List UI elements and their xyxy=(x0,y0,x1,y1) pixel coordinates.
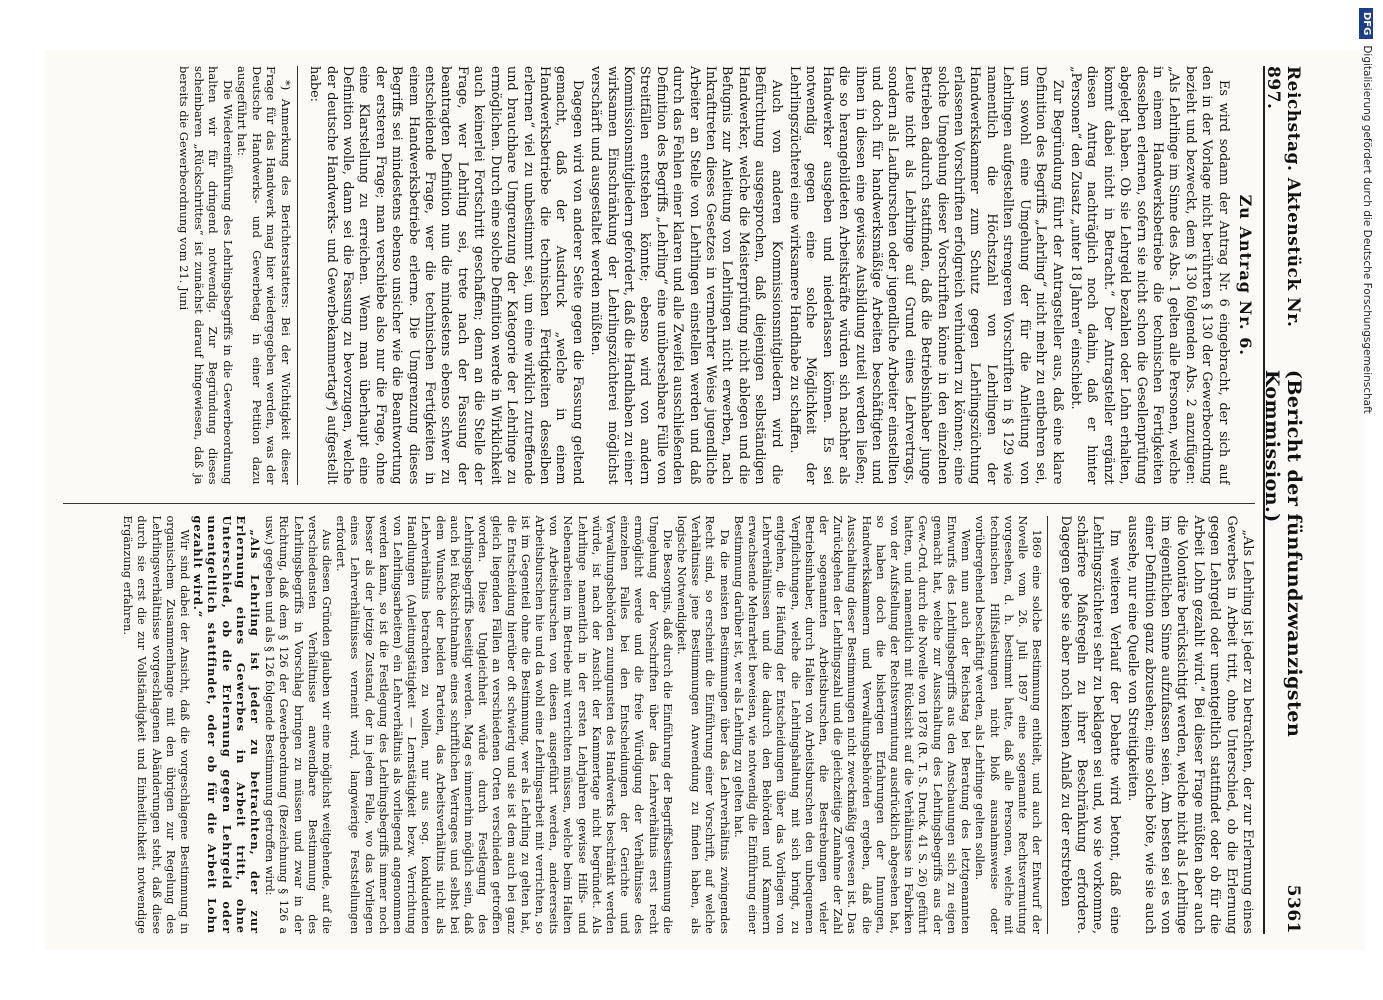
footnote-paragraph: *) Anmerkung des Berichterstatters: Bei der Wichtigkeit dieser Frage für das Handwerk mag hier wiedergegeben werden, was der Deutsche Handwerks- und Gewerbetag in einer Petition dazu ausgeführt hat: xyxy=(235,66,293,485)
digitization-credit xyxy=(1352,8,1382,992)
right-column xyxy=(63,503,1255,935)
section-heading: Zu Antrag Nr. 6. xyxy=(1236,194,1255,356)
paragraph: Auch von anderen Kommissionsmitgliedern wird die Befürchtung ausgesprochen, daß diejenigen selbständigen Handwerker, welche die Meisterprüfung nicht ablegen und die Befugnis zur Anleitung von Lehrlingen nicht erwerben, nach Inkrafttreten dieses Gesetzes in vermehrter Weise jugendliche Arbeiter an Stelle von Lehrlingen einstellen werden und daß durch das Fehlen einer klaren und alle Zweifel ausschließenden Definition des Begriffs „Lehrling“ eine unübersehbare Fülle von Streitfällen entstehen könnte; ebenso wird von andern Kommissionsmitgliedern gefordert, daß die Handhaben zu einer wirksamen Einschränkung der Lehrlingszüchterei möglichst verschärft und ausgestaltet werden müßten. xyxy=(588,66,784,485)
definition-quote: „Als Lehrling ist jeder zu betrachten, der zur Erlernung eines Gewerbes in Arbeit tritt, ohne Unterschied, ob die Erlernung gegen Lehrgeld oder unentgeltlich stattfindet, oder ob für die Arbeit Lohn gezahlt wird.“ xyxy=(191,515,262,934)
footnote-paragraph: 1869 eine solche Bestimmung enthielt, und auch der Entwurf der Novelle vom 26. Juli 1897 eine sogenannte Rechtsvermutung vorgesehen, d. h. bestimmt hatte, daß alle Personen, welche mit technischen Hilfsleistungen nicht bloß ausnahmsweise oder vorübergehend beschäftigt werden, als Lehrlinge gelten sollen. xyxy=(973,515,1044,934)
page-header xyxy=(1263,66,1305,934)
scanned-page xyxy=(45,50,1365,950)
footnote-paragraph: Die Wiedereinführung des Lehrlingsbegriffs in die Gewerbeordnung halten wir für dringend notwendig. Zur Begründung dieses scheinbaren „Rückschrittes“ ist zunächst darauf hingewiesen, daß ja bereits die Gewerbeordnung vom 21. Juni xyxy=(177,66,235,485)
footnote-continuation xyxy=(120,516,1048,935)
left-column xyxy=(63,66,1255,485)
paragraph: Zur Begründung führt der Antragsteller aus, daß eine klare Definition des Begriffs „Lehrling“ nicht mehr zu entbehren sei, um sowohl eine Umgehung der für die Anleitung von Lehrlingen aufgestellten strengeren Vorschriften in § 129 wie namentlich die Höchstzahl von Lehrlingen der Handwerkskammer zum Schutz gegen Lehrlingszüchtung erlassenen Vorschriften erfolgreich verhindern zu können; eine solche Umgehung dieser Vorschriften könne in den einzelnen Betrieben dadurch stattfinden, daß die Betriebsinhaber junge Leute nicht als Lehrlinge auf Grund eines Lehrvertrags, sondern als Laufburschen oder jugendliche Arbeiter einstellten und doch für handwerksmäßige Arbeiten beschäftigten und ihnen in diesen eine gewisse Ausbildung zuteil werden ließen; die so herangebildeten Arbeitskräfte würden sich nachher als Handwerker ausgeben und niederlassen können. Es sei notwendig gegen eine solche Möglichkeit der Lehrlingszüchterei eine wirksamere Handhabe zu schaffen. xyxy=(787,66,1065,485)
paragraph: Dagegen wird von anderer Seite gegen die Fassung geltend gemacht, daß der Ausdruck „welche in einem Handwerksbetriebe die technischen Fertigkeiten desselben erlernen“ viel zu unbestimmt sei, um eine wirklich zutreffende und brauchbare Umgrenzung der Kategorie der Lehrlinge zu ermöglichen. Durch eine solche Definition werde in Wirklichkeit auch keinerlei Fortschritt geschaffen; denn an die Stelle der Frage, wer Lehrling sei, trete nach der Fassung der beantragten Definition nun die mindestens ebenso schwer zu entscheidende Frage, wer die technischen Fertigkeiten in einem Handwerksbetriebe erlerne. Die Umgrenzung dieses Begriffs sei mindestens ebenso unsicher wie die Beantwortung der ersteren Frage; man verschiebe also nur die Frage, ohne eine Klarstellung zu erreichen. Wenn man überhaupt eine Definition wolle, dann sei die Fassung zu bevorzugen, welche der deutsche Handwerks- und Gewerbekammertag*) aufgestellt habe: xyxy=(307,66,585,485)
page-number: 5361 xyxy=(1283,884,1303,934)
dfg-logo: DFG xyxy=(1359,8,1373,39)
paragraph: „Als Lehrling ist jeder zu betrachten, der zur Erlernung eines Gewerbes in Arbeit tritt, ohne Unterschied, ob die Erlernung gegen Lehrgeld oder unentgeltlich stattfindet oder ob für die Arbeit Lohn gezahlt wird.“ Bei dieser Frage müßten aber auch die Volontäre berücksichtigt werden, welche nicht als Lehrlinge im eigentlichen Sinne aufzufassen seien. Am besten sei es von einer Definition ganz abzusehen; eine solche böte, wie sie auch aussehe, nur eine Quelle von Streitigkeiten. xyxy=(1125,515,1255,934)
page-content xyxy=(45,50,1305,950)
header-title: (Bericht der fünfundzwanzigsten Kommission.) xyxy=(1261,369,1305,738)
paragraph: Es wird sodann der Antrag Nr. 6 eingebracht, der sich auf den in der Vorlage nicht berührten § 130 der Gewerbeordnung bezieht und bezweckt, dem § 130 folgenden Abs. 2 anzufügen: „Als Lehrlinge im Sinne des Abs. 1 gelten alle Personen, welche in einem Handwerksbetriebe die technischen Fertigkeiten desselben erlernen, sofern sie nicht schon die Gesellenprüfung abgelegt haben. Ob sie Lehrgeld bezahlen oder Lohn erhalten, kommt dabei nicht in Betracht.“ Der Antragsteller ergänzt diesen Antrag nachträglich noch dahin, daß er hinter „Personen“ den Zusatz „unter 18 Jahren“ einschiebt. xyxy=(1067,66,1231,485)
footnote-paragraph: Wenn nun auch der Reichstag bei Beratung des letztgenannten Entwurfs des Lehrlingsbegriffs aus den Anschauungen sich zu eigen gemacht hat, welche zur Ausschaltung des Lehrlingsbegriffs aus der Gew.-Ord. durch die Novelle von 1878 (R. T. S. Druck. 41 S. 26) geführt hatten, und namentlich mit Rücksicht auf die Verhältnisse in Fabriken von der Aufstellung der Rechtsvermutung ausdrücklich abgesehen hat, so haben doch die bisherigen Erfahrungen der Innungen, Handwerkskammern und Verwaltungsbehörden ergeben, daß die Ausschaltung dieser Bestimmungen nicht zweckmäßig gewesen ist. Das Zurückgehen der Lehrlingszahl und die gleichzeitige Zunahme der Zahl der sogenannten Arbeitsburschen, die Bestrebungen vieler Betriebsinhaber, durch Halten von Arbeitsburschen den unbequemen Verpflichtungen, welche die Lehrlingshaltung mit sich bringt, zu entgehen, die Häufung der Entscheidungen über das Vorliegen von Lehrverhältnissen und die dadurch den Behörden und Kammern erwachsende Mehrarbeit beweisen, wie notwendig die Einführung einer Bestimmung darüber ist, wer als Lehrling zu gelten hat. xyxy=(731,515,973,934)
footnote xyxy=(177,66,298,485)
footnote-paragraph: Da die meisten Bestimmungen über das Lehrverhältnis zwingendes Recht sind, so erscheint die Einführung einer Vorschrift, auf welche Verhältnisse jene Bestimmungen Anwendung zu finden haben, als logische Notwendigkeit. xyxy=(675,515,731,934)
footnote-paragraph: Aus diesen Gründen glauben wir eine möglichst weitgehende, auf die verschiedensten Verhältnisse anwendbare Bestimmung des Lehrlingsbegriffs in Vorschlag bringen zu müssen und zwar in der Richtung, daß dem § 126 der Gewerbeordnung (Bezeichnung § 126 a usw.) gegeben und als § 126 folgende Bestimmung getroffen wird: xyxy=(263,515,333,934)
closing-paragraph: Wir sind dabei der Ansicht, daß die vorgeschlagene Bestimmung in organischem Zusammenhange mit den übrigen zur Regelung des Lehrlingsverhältnisse vorgeschlagenen Abänderungen steht, daß diese durch sie erst die zur Vollständigkeit und Einheitlichkeit notwendige Ergänzung erfahren. xyxy=(121,515,191,934)
header-left: Reichstag. Aktenstück Nr. 897. xyxy=(1263,66,1303,328)
text-columns xyxy=(63,60,1263,940)
paragraph: Im weiteren Verlauf der Debatte wird betont, daß eine Lehrlingszüchterei sehr zu beklagen sei und, wo sie vorkomme, schärfere Maßregeln zu ihrer Beschränkung erfordere. Dagegen gebe sie aber noch keinen Anlaß zu der erstrebten xyxy=(1057,515,1122,934)
footnote-paragraph: Die Besorgnis, daß durch die Einführung der Begriffsbestimmung die Umgehung der Vorschriften über das Lehrverhältnis erst recht ermöglicht werde und die freie Würdigung der Verhältnisse des einzelnen Falles bei den Entscheidungen der Gerichte und Verwaltungsbehörden zuungunsten des Handwerks beschränkt werden würde, ist nach der Ansicht der Kammertage nicht begründet. Als Lehrlinge namentlich in der ersten Lehrjahren gewisse Hilfs- und Nebenarbeiten im Betriebe mit verrichten müssen, welche beim Halten von Arbeitsburschen von diesen ausgeführt werden, andererseits Arbeitsburschen hie und da wohl eine Lehrlingsarbeit mit verrichten, so ist im Gegenteil ohne die Bestimmung, wer als Lehrling zu gelten hat, die Entscheidung hierüber oft schwierig und sie ist dem auch bei ganz gleich liegenden Fällen an verschiedenen Orten verschieden getroffen worden. Diese Ungleichheit würde durch Festlegung des Lehrlingsbegriffs beseitigt werden. Mag es immerhin möglich sein, daß auch bei Rücksichtnahme eines schriftlichen Vertrages und selbst bei dem Wunsche der beiden Parteien, das Arbeitsverhältnis nicht als Lehrverhältnis betrachten zu wollen, nur aus sog. konkludenten Handlungen (Anleitungstätigkeit — Lernstätigkeit bezw. Verrichtung von Lehrlingsarbeiten) ein Lehrverhältnis als vorliegend angenommen werden kann, so ist die Festlegung des Lehrlingsbegriffs immer noch besser als der jetzige Zustand, der in jedem Falle, wo das Vorliegen eines Lehrverhältnisses verneint wird, langwierige Feststellungen erfordert. xyxy=(334,515,674,934)
credit-text: Digitalisierung gefördert durch die Deutsche Forschungsgemeinschaft xyxy=(1361,45,1373,414)
